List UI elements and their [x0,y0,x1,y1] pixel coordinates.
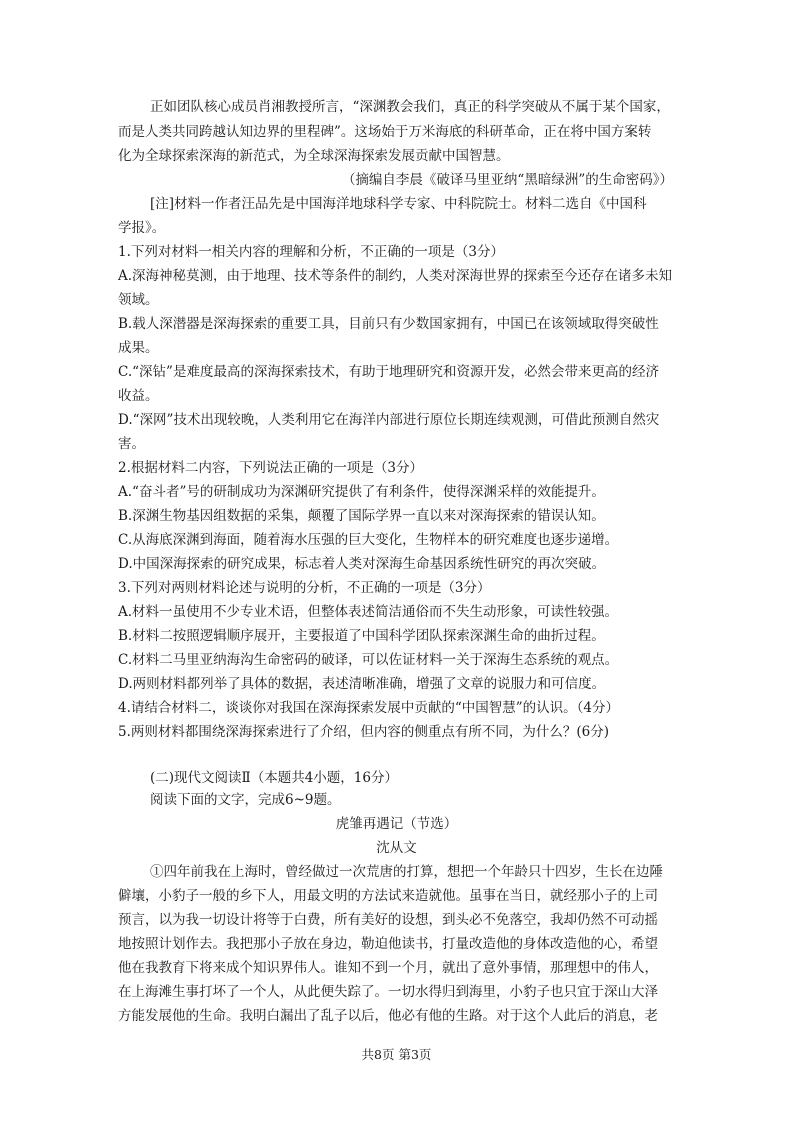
option-line: A.“奋斗者”号的研制成功为深渊研究提供了有利条件，使得深渊采样的效能提升。 [118,484,605,500]
option-line: B.载人深潜器是深海探索的重要工具，目前只有少数国家拥有，中国已在该领域取得突破性 [118,316,659,332]
option-line: 害。 [118,436,145,452]
note-line: 学报》。 [118,220,166,236]
option-line: 成果。 [118,340,159,356]
story-line: 地按照计划作去。我把那小子放在身边，勒迫他读书，打量改造他的身体改造他的心，希望 [118,936,658,952]
option-line: C.材料二马里亚纳海沟生命密码的破译，可以佐证材料一关于深海生态系统的观点。 [118,652,619,668]
page-footer: 共8页 第3页 [361,1047,432,1062]
paragraph-line: 化为全球探索深海的新范式，为全球深海探索发展贡献中国智慧。 [118,148,510,164]
question-line: 4.请结合材料二，谈谈你对我国在深海探索发展中贡献的“中国智慧”的认识。（4分） [118,700,620,716]
option-line: C.“深钻”是难度最高的深海探索技术，有助于地理研究和资源开发，必然会带来更高的经济 [118,364,659,380]
option-line: 收益。 [118,388,159,404]
story-line: 方能发展他的生命。我明白漏出了乱子以后，他必有他的生路。对于这个人此后的消息，老 [118,1008,658,1024]
option-line: 领域。 [118,292,159,308]
option-line: A.深海神秘莫测，由于地理、技术等条件的制约，人类对深海世界的探索至今还存在诸多未知 [118,268,673,284]
option-line: B.材料二按照逻辑顺序展开，主要报道了中国科学团队探索深渊生命的曲折过程。 [118,628,605,644]
section-heading: (二)现代文阅读Ⅱ（本题共4小题，16分） [150,770,398,786]
option-line: B.深渊生物基因组数据的采集，颠覆了国际学界一直以来对深海探索的错误认知。 [118,508,605,524]
option-line: A.材料一虽使用不少专业术语，但整体表述简洁通俗而不失生动形象，可读性较强。 [118,604,619,620]
note-line: [注]材料一作者汪品先是中国海洋地球科学专家、中科院院士。材料二选自《中国科 [150,196,647,212]
story-line: 僻壤，小豹子一般的乡下人，用最文明的方法试来造就他。虽事在当日，就经那小子的上司 [118,888,658,904]
section-instruction: 阅读下面的文字，完成6~9题。 [150,792,341,808]
paragraph-line: 正如团队核心成员肖湘教授所言，“深渊教会我们，真正的科学突破从不属于某个国家， [150,99,670,115]
story-line: 预言，以为我一切设计将等于白费，所有美好的设想，到头必不免落空，我却仍然不可动摇 [118,912,658,928]
option-line: C.从海底深渊到海面，随着海水压强的巨大变化，生物样本的研究难度也逐步递增。 [118,532,619,548]
story-line: 在上海滩生事打坏了一个人，从此便失踪了。一切水得归到海里，小豹子也只宜于深山大泽 [118,984,658,1000]
question-line: 3.下列对两则材料论述与说明的分析，不正确的一项是（3分） [118,580,491,596]
option-line: D.“深网”技术出现较晚，人类利用它在海洋内部进行原位长期连续观测，可借此预测自然灾 [118,412,660,428]
story-line: 他在我教育下将来成个知识界伟人。谁知不到一个月，就出了意外事情，那理想中的伟人， [118,960,658,976]
story-line: ①四年前我在上海时，曾经做过一次荒唐的打算，想把一个年龄只十四岁，生长在边陲 [150,864,663,880]
paragraph-line: 而是人类共同跨越认知边界的里程碑”。这场始于万米海底的科研革命，正在将中国方案转 [118,124,652,140]
question-line: 2.根据材料二内容，下列说法正确的一项是（3分） [118,460,423,476]
option-line: D.两则材料都列举了具体的数据，表述清晰准确，增强了文章的说服力和可信度。 [118,676,606,692]
question-line: 1.下列对材料一相关内容的理解和分析，不正确的一项是（3分） [118,244,504,260]
option-line: D.中国深海探索的研究成果，标志着人类对深海生命基因系统性研究的再次突破。 [118,556,606,572]
question-line: 5.两则材料都围绕深海探索进行了介绍，但内容的侧重点有所不同，为什么？(6分) [118,724,610,740]
source-citation: （摘编自李晨《破译马里亚纳“黑暗绿洲”的生命密码》） [341,172,673,188]
story-author: 沈从文 [376,840,417,856]
story-title: 虎雏再遇记（节选） [335,816,458,832]
